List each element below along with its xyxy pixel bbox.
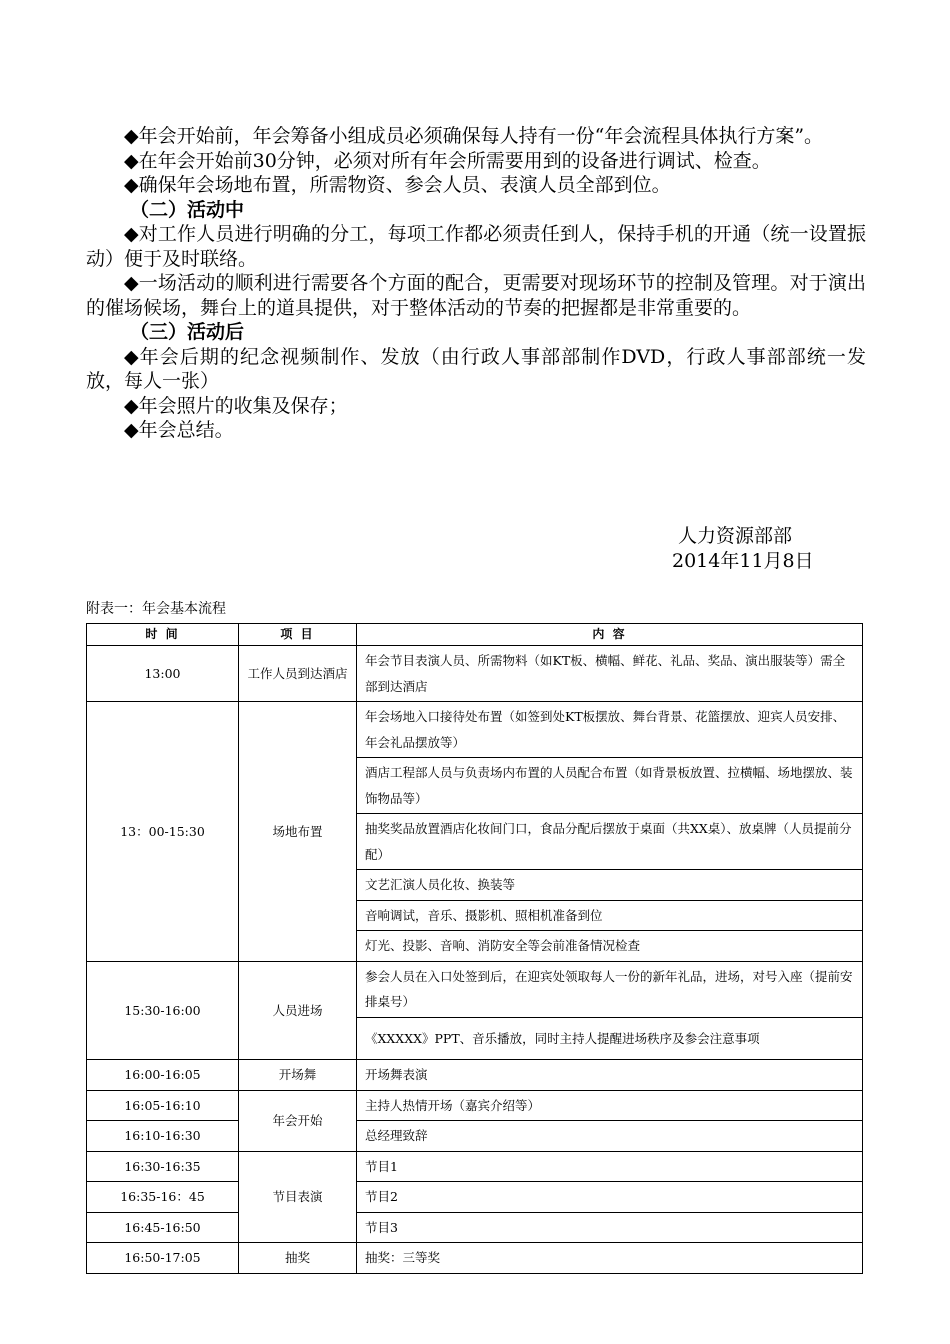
- table-caption: 附表一：年会基本流程: [86, 601, 226, 617]
- paragraph-bullet-5: ◆一场活动的顺利进行需要各个方面的配合，更需要对现场环节的控制及管理。对于演出的催场候场，舞台上的道具提供，对于整体活动的节奏的把握都是非常重要的。: [86, 272, 866, 319]
- paragraph-bullet-8: ◆年会总结。: [124, 419, 234, 441]
- content-cell: 年会节目表演人员、所需物料（如KT板、横幅、鲜花、礼品、奖品、演出服装等）需全部到达酒店: [357, 646, 863, 702]
- item-cell: 人员进场: [239, 961, 357, 1060]
- table-row: [87, 1182, 863, 1213]
- paragraph-bullet-2: ◆在年会开始前30分钟，必须对所有年会所需要用到的设备进行调试、检查。: [124, 149, 771, 172]
- paragraph-bullet-4: ◆对工作人员进行明确的分工，每项工作都必须责任到人，保持手机的开通（统一设置振动）便于及时联络。: [86, 223, 866, 270]
- time-cell: 13：00-15:30: [87, 702, 239, 962]
- content-cell: 抽奖：三等奖: [357, 1243, 863, 1274]
- section-heading-after: （三）活动后: [130, 321, 245, 343]
- time-cell: 16:05-16:10: [87, 1090, 239, 1121]
- content-cell: 抽奖奖品放置酒店化妆间门口，食品分配后摆放于桌面（共XX桌）、放桌牌（人员提前分配）: [357, 814, 863, 870]
- content-cell: 节目2: [357, 1182, 863, 1213]
- table-row: [87, 1243, 863, 1274]
- item-cell: 抽奖: [239, 1243, 357, 1274]
- table-row: [87, 1121, 863, 1152]
- time-cell: 16:35-16：45: [87, 1182, 239, 1213]
- table-row: [87, 646, 863, 702]
- content-cell: 灯光、投影、音响、消防安全等会前准备情况检查: [357, 931, 863, 962]
- time-cell: 15:30-16:00: [87, 961, 239, 1060]
- time-cell: 16:50-17:05: [87, 1243, 239, 1274]
- table-row: [87, 1212, 863, 1243]
- table-row: [87, 961, 863, 1017]
- time-cell: 16:30-16:35: [87, 1151, 239, 1182]
- signature-department: 人力资源部部: [678, 525, 793, 547]
- table-row: [87, 702, 863, 758]
- item-cell: 开场舞: [239, 1060, 357, 1091]
- item-cell: 节目表演: [239, 1151, 357, 1243]
- time-cell: 16:10-16:30: [87, 1121, 239, 1152]
- table-row: [87, 1151, 863, 1182]
- header-content: 内 容: [357, 624, 863, 646]
- body-text: [86, 124, 866, 443]
- content-cell: 总经理致辞: [357, 1121, 863, 1152]
- item-cell: 场地布置: [239, 702, 357, 962]
- table-header-row: [87, 624, 863, 646]
- content-cell: 节目3: [357, 1212, 863, 1243]
- signature-block: [672, 524, 814, 573]
- time-cell: 16:45-16:50: [87, 1212, 239, 1243]
- schedule-table: [86, 623, 863, 1274]
- paragraph-bullet-3: ◆确保年会场地布置，所需物资、参会人员、表演人员全部到位。: [124, 174, 671, 196]
- content-cell: 开场舞表演: [357, 1060, 863, 1091]
- section-heading-during: （二）活动中: [130, 198, 245, 221]
- content-cell: 主持人热情开场（嘉宾介绍等）: [357, 1090, 863, 1121]
- content-cell: 《XXXXX》PPT、音乐播放，同时主持人提醒进场秩序及参会注意事项: [357, 1017, 863, 1060]
- content-cell: 参会人员在入口处签到后，在迎宾处领取每人一份的新年礼品，进场，对号入座（提前安排桌号）: [357, 961, 863, 1017]
- time-cell: 13:00: [87, 646, 239, 702]
- table-row: [87, 1090, 863, 1121]
- header-time: 时 间: [87, 624, 239, 646]
- content-cell: 节目1: [357, 1151, 863, 1182]
- content-cell: 文艺汇演人员化妆、换装等: [357, 870, 863, 901]
- content-cell: 音响调试，音乐、摄影机、照相机准备到位: [357, 900, 863, 931]
- paragraph-bullet-1: ◆年会开始前，年会筹备小组成员必须确保每人持有一份“年会流程具体执行方案”。: [124, 125, 824, 147]
- item-cell: 工作人员到达酒店: [239, 646, 357, 702]
- content-cell: 年会场地入口接待处布置（如签到处KT板摆放、舞台背景、花篮摆放、迎宾人员安排、年会礼品摆放等）: [357, 702, 863, 758]
- content-cell: 酒店工程部人员与负责场内布置的人员配合布置（如背景板放置、拉横幅、场地摆放、装饰物品等）: [357, 758, 863, 814]
- item-cell: 年会开始: [239, 1090, 357, 1151]
- paragraph-bullet-7: ◆年会照片的收集及保存；: [124, 394, 348, 417]
- signature-date: 2014年11月8日: [672, 549, 814, 572]
- header-item: 项 目: [239, 624, 357, 646]
- paragraph-bullet-6: ◆年会后期的纪念视频制作、发放（由行政人事部部制作DVD，行政人事部部统一发放，每人一张）: [86, 345, 866, 392]
- time-cell: 16:00-16:05: [87, 1060, 239, 1091]
- table-row: [87, 1060, 863, 1091]
